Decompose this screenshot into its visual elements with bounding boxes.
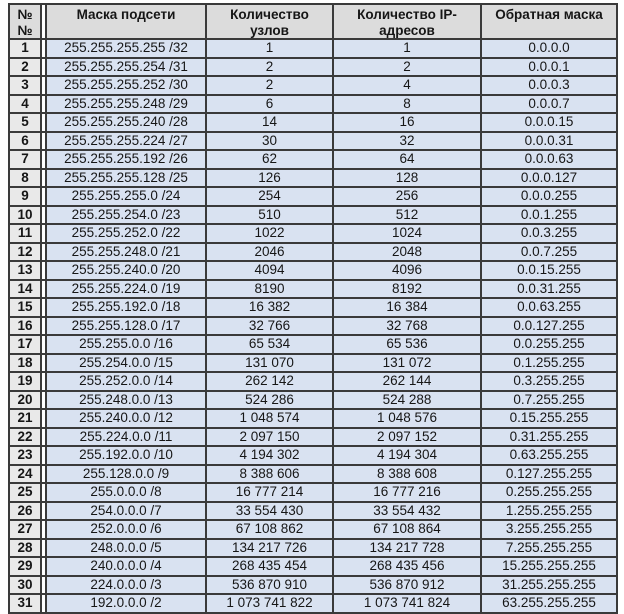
cell-row-number: 21 [9,409,41,428]
col-header-number: №№ [9,4,41,39]
cell-row-number: 31 [9,594,41,613]
cell-host-count: 1 073 741 822 [206,594,333,613]
cell-subnet-mask: 255.255.252.0 /22 [46,224,206,243]
cell-ip-count: 8192 [333,280,481,299]
cell-ip-count: 16 384 [333,298,481,317]
table-row [9,224,617,243]
cell-wildcard-mask: 0.0.0.15 [481,113,617,132]
cell-host-count: 8 388 606 [206,465,333,484]
table-row [9,391,617,410]
cell-row-number: 15 [9,298,41,317]
table-row [9,261,617,280]
cell-subnet-mask: 255.255.255.128 /25 [46,169,206,188]
table-row [9,335,617,354]
cell-row-number: 19 [9,372,41,391]
cell-host-count: 268 435 454 [206,557,333,576]
col-header-wildcard-mask: Обратная маска [481,4,617,39]
table-row [9,150,617,169]
cell-host-count: 32 766 [206,317,333,336]
cell-wildcard-mask: 0.15.255.255 [481,409,617,428]
cell-host-count: 262 142 [206,372,333,391]
cell-host-count: 16 382 [206,298,333,317]
cell-wildcard-mask: 63.255.255.255 [481,594,617,613]
cell-ip-count: 2048 [333,243,481,262]
cell-row-number: 8 [9,169,41,188]
table-row [9,76,617,95]
table-row [9,298,617,317]
cell-subnet-mask: 255.255.255.252 /30 [46,76,206,95]
table-row [9,446,617,465]
cell-host-count: 1 [206,39,333,58]
cell-subnet-mask: 255.248.0.0 /13 [46,391,206,410]
cell-row-number: 12 [9,243,41,262]
table-row [9,502,617,521]
cell-ip-count: 4 194 304 [333,446,481,465]
cell-wildcard-mask: 0.0.0.3 [481,76,617,95]
cell-subnet-mask: 255.128.0.0 /9 [46,465,206,484]
cell-wildcard-mask: 0.0.0.127 [481,169,617,188]
table-body [9,39,617,613]
cell-wildcard-mask: 15.255.255.255 [481,557,617,576]
cell-subnet-mask: 224.0.0.0 /3 [46,576,206,595]
table-row [9,58,617,77]
cell-subnet-mask: 255.255.255.255 /32 [46,39,206,58]
cell-subnet-mask: 255.0.0.0 /8 [46,483,206,502]
subnet-mask-table [8,3,618,614]
cell-wildcard-mask: 0.0.1.255 [481,206,617,225]
cell-row-number: 17 [9,335,41,354]
cell-subnet-mask: 255.255.255.254 /31 [46,58,206,77]
cell-ip-count: 128 [333,169,481,188]
cell-subnet-mask: 255.255.254.0 /23 [46,206,206,225]
table-row [9,428,617,447]
cell-host-count: 2046 [206,243,333,262]
cell-wildcard-mask: 0.1.255.255 [481,354,617,373]
cell-row-number: 2 [9,58,41,77]
cell-host-count: 14 [206,113,333,132]
table-header [9,4,617,39]
cell-row-number: 10 [9,206,41,225]
cell-host-count: 524 286 [206,391,333,410]
cell-row-number: 30 [9,576,41,595]
cell-host-count: 6 [206,95,333,114]
cell-wildcard-mask: 31.255.255.255 [481,576,617,595]
cell-ip-count: 8 [333,95,481,114]
cell-subnet-mask: 254.0.0.0 /7 [46,502,206,521]
cell-row-number: 27 [9,520,41,539]
cell-wildcard-mask: 0.31.255.255 [481,428,617,447]
cell-wildcard-mask: 0.255.255.255 [481,483,617,502]
cell-ip-count: 4 [333,76,481,95]
cell-subnet-mask: 255.255.224.0 /19 [46,280,206,299]
cell-subnet-mask: 192.0.0.0 /2 [46,594,206,613]
table-row [9,520,617,539]
table-row [9,372,617,391]
cell-ip-count: 262 144 [333,372,481,391]
cell-host-count: 4094 [206,261,333,280]
cell-row-number: 3 [9,76,41,95]
table-row [9,354,617,373]
cell-subnet-mask: 255.240.0.0 /12 [46,409,206,428]
table-row [9,557,617,576]
cell-ip-count: 8 388 608 [333,465,481,484]
cell-subnet-mask: 252.0.0.0 /6 [46,520,206,539]
cell-row-number: 16 [9,317,41,336]
cell-wildcard-mask: 1.255.255.255 [481,502,617,521]
table-row [9,465,617,484]
table-row [9,169,617,188]
cell-wildcard-mask: 0.0.0.7 [481,95,617,114]
table-row [9,483,617,502]
cell-ip-count: 64 [333,150,481,169]
cell-wildcard-mask: 0.0.15.255 [481,261,617,280]
cell-ip-count: 512 [333,206,481,225]
table-row [9,113,617,132]
cell-host-count: 2 [206,58,333,77]
table-row [9,243,617,262]
cell-host-count: 536 870 910 [206,576,333,595]
cell-host-count: 8190 [206,280,333,299]
cell-host-count: 126 [206,169,333,188]
cell-subnet-mask: 255.255.255.248 /29 [46,95,206,114]
cell-host-count: 16 777 214 [206,483,333,502]
cell-wildcard-mask: 0.127.255.255 [481,465,617,484]
cell-wildcard-mask: 0.0.0.63 [481,150,617,169]
cell-row-number: 22 [9,428,41,447]
cell-ip-count: 2 097 152 [333,428,481,447]
cell-row-number: 1 [9,39,41,58]
cell-row-number: 11 [9,224,41,243]
cell-row-number: 6 [9,132,41,151]
table-row [9,39,617,58]
cell-ip-count: 1024 [333,224,481,243]
cell-host-count: 254 [206,187,333,206]
cell-row-number: 24 [9,465,41,484]
cell-subnet-mask: 255.254.0.0 /15 [46,354,206,373]
cell-row-number: 14 [9,280,41,299]
cell-wildcard-mask: 0.0.127.255 [481,317,617,336]
cell-row-number: 29 [9,557,41,576]
cell-host-count: 1022 [206,224,333,243]
cell-wildcard-mask: 3.255.255.255 [481,520,617,539]
cell-host-count: 131 070 [206,354,333,373]
cell-wildcard-mask: 0.0.31.255 [481,280,617,299]
cell-wildcard-mask: 0.0.0.31 [481,132,617,151]
table-row [9,317,617,336]
table-row [9,576,617,595]
cell-host-count: 33 554 430 [206,502,333,521]
cell-row-number: 7 [9,150,41,169]
cell-ip-count: 32 [333,132,481,151]
cell-ip-count: 1 [333,39,481,58]
cell-wildcard-mask: 0.0.7.255 [481,243,617,262]
col-header-host-count: Количество узлов [206,4,333,39]
cell-host-count: 510 [206,206,333,225]
cell-ip-count: 65 536 [333,335,481,354]
table-row [9,594,617,613]
cell-row-number: 23 [9,446,41,465]
table-row [9,187,617,206]
cell-host-count: 62 [206,150,333,169]
cell-ip-count: 134 217 728 [333,539,481,558]
table-row [9,409,617,428]
cell-wildcard-mask: 0.3.255.255 [481,372,617,391]
col-header-subnet-mask: Маска подсети [46,4,206,39]
cell-wildcard-mask: 0.7.255.255 [481,391,617,410]
cell-host-count: 30 [206,132,333,151]
cell-row-number: 13 [9,261,41,280]
cell-ip-count: 268 435 456 [333,557,481,576]
cell-ip-count: 1 073 741 824 [333,594,481,613]
cell-subnet-mask: 255.252.0.0 /14 [46,372,206,391]
cell-ip-count: 536 870 912 [333,576,481,595]
cell-subnet-mask: 255.255.255.240 /28 [46,113,206,132]
cell-subnet-mask: 240.0.0.0 /4 [46,557,206,576]
cell-wildcard-mask: 0.0.0.0 [481,39,617,58]
cell-row-number: 18 [9,354,41,373]
cell-wildcard-mask: 0.0.0.255 [481,187,617,206]
cell-ip-count: 1 048 576 [333,409,481,428]
cell-ip-count: 67 108 864 [333,520,481,539]
cell-row-number: 28 [9,539,41,558]
cell-host-count: 4 194 302 [206,446,333,465]
table-row [9,206,617,225]
cell-subnet-mask: 255.255.0.0 /16 [46,335,206,354]
cell-subnet-mask: 255.255.192.0 /18 [46,298,206,317]
cell-row-number: 4 [9,95,41,114]
cell-host-count: 2 097 150 [206,428,333,447]
table-row [9,132,617,151]
cell-row-number: 25 [9,483,41,502]
cell-ip-count: 131 072 [333,354,481,373]
cell-wildcard-mask: 0.63.255.255 [481,446,617,465]
cell-row-number: 5 [9,113,41,132]
cell-ip-count: 16 777 216 [333,483,481,502]
cell-host-count: 67 108 862 [206,520,333,539]
cell-host-count: 2 [206,76,333,95]
cell-subnet-mask: 255.255.240.0 /20 [46,261,206,280]
col-header-ip-count: Количество IP-адресов [333,4,481,39]
cell-subnet-mask: 255.255.248.0 /21 [46,243,206,262]
cell-ip-count: 32 768 [333,317,481,336]
cell-host-count: 134 217 726 [206,539,333,558]
cell-row-number: 20 [9,391,41,410]
cell-subnet-mask: 248.0.0.0 /5 [46,539,206,558]
cell-wildcard-mask: 0.0.0.1 [481,58,617,77]
cell-ip-count: 256 [333,187,481,206]
cell-subnet-mask: 255.255.255.0 /24 [46,187,206,206]
cell-subnet-mask: 255.255.255.192 /26 [46,150,206,169]
table-row [9,280,617,299]
cell-ip-count: 16 [333,113,481,132]
cell-wildcard-mask: 7.255.255.255 [481,539,617,558]
cell-ip-count: 33 554 432 [333,502,481,521]
cell-ip-count: 2 [333,58,481,77]
cell-row-number: 9 [9,187,41,206]
cell-host-count: 1 048 574 [206,409,333,428]
cell-wildcard-mask: 0.0.3.255 [481,224,617,243]
cell-host-count: 65 534 [206,335,333,354]
cell-row-number: 26 [9,502,41,521]
cell-subnet-mask: 255.255.255.224 /27 [46,132,206,151]
header-row [9,4,617,39]
cell-subnet-mask: 255.224.0.0 /11 [46,428,206,447]
cell-wildcard-mask: 0.0.255.255 [481,335,617,354]
cell-wildcard-mask: 0.0.63.255 [481,298,617,317]
cell-ip-count: 4096 [333,261,481,280]
table-row [9,95,617,114]
cell-ip-count: 524 288 [333,391,481,410]
table-row [9,539,617,558]
cell-subnet-mask: 255.255.128.0 /17 [46,317,206,336]
cell-subnet-mask: 255.192.0.0 /10 [46,446,206,465]
